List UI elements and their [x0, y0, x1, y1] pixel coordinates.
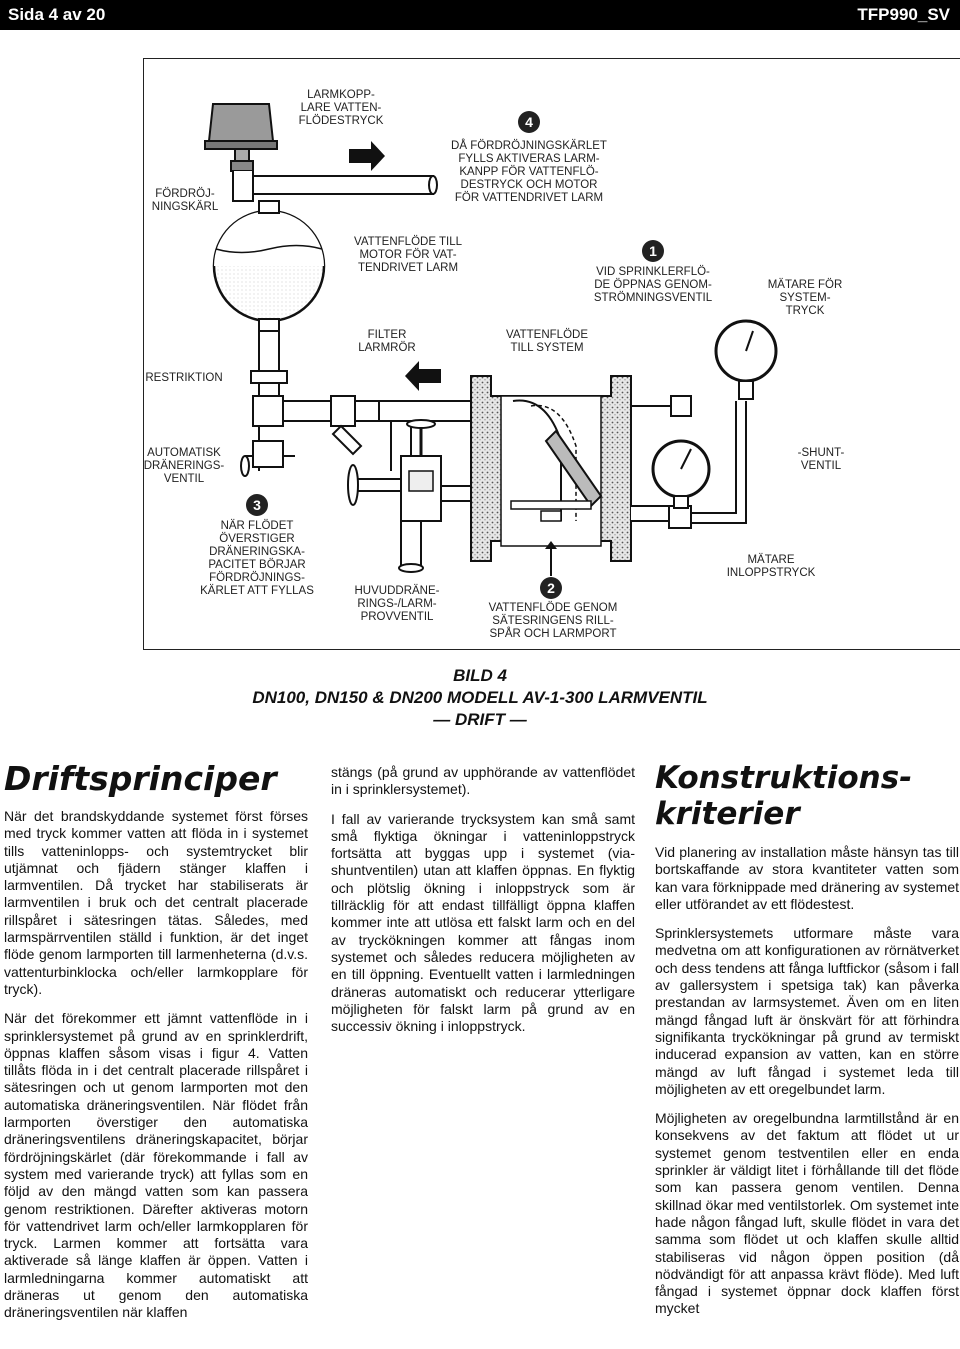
label-line: PACITET BÖRJAR	[208, 559, 306, 571]
label-line: ÖVERSTIGER	[219, 533, 295, 545]
delay-tank	[214, 201, 324, 331]
label-line: HUVUDDRÄNE-	[354, 585, 440, 597]
label-line: LARMKOPP-	[307, 89, 375, 101]
label-step2	[489, 602, 618, 640]
label-line: RINGS-/LARM-	[357, 598, 437, 610]
inlet-pressure-gauge	[653, 441, 709, 508]
alarm-valve-diagram	[144, 59, 960, 649]
alarm-valve-body	[471, 376, 631, 576]
label-line: NINGSKÄRL	[151, 201, 219, 213]
label-line: VID SPRINKLERFLÖ-	[596, 266, 710, 278]
label-shunt	[798, 447, 845, 472]
caption-subtitle: — DRIFT —	[433, 710, 527, 729]
heading-line: kriterier	[655, 796, 800, 832]
label-auto-drain	[144, 447, 224, 485]
label-line: DESTRYCK OCH MOTOR	[460, 179, 598, 191]
svg-text:1: 1	[649, 243, 657, 259]
label-line: VENTIL	[163, 473, 205, 485]
step-badge-2	[540, 577, 562, 599]
label-line: SYSTEM-	[779, 292, 831, 304]
valve-diagram-figure	[143, 58, 960, 650]
alarm-switch-body	[205, 104, 277, 171]
label-flow-system	[506, 329, 588, 354]
label-line: TENDRIVET LARM	[357, 262, 459, 274]
label-line: LARMRÖR	[358, 342, 416, 354]
label-system-gauge	[768, 279, 843, 317]
label-line: FLÖDESTRYCK	[298, 115, 384, 127]
label-line: INLOPPSTRYCK	[726, 567, 816, 579]
column-2	[331, 764, 635, 1047]
heading-line: Konstruktions-	[655, 760, 913, 796]
svg-text:2: 2	[547, 580, 555, 596]
label-line: FÖR VATTENDRIVET LARM	[454, 192, 604, 204]
label-line: VATTENFLÖDE GENOM	[488, 602, 618, 614]
svg-text:3: 3	[253, 497, 261, 513]
paragraph: Möjligheten av oregelbundna larmtillstånd är en konsekvens av det faktum att flödet ut ur systemet genom testventilen eller en enda sprinkler är väldigt litet i förhållande till det flöde som kan passera genom ventilen. Denna skillnad ökar med ventilstorlek. Om systemet inte hade någon fångad luft, skulle flödet in vara det samma som flödet ut och klaffen skulle alltid stabiliseras vid någon öppen position (då nödvändigt för att anpassa krävt flöde). Med luft fångad i systemet öppnar dock klaffen först mycket	[655, 1110, 959, 1317]
label-line: FYLLS AKTIVERAS LARM-	[458, 153, 600, 165]
label-line: RESTRIKTION	[145, 372, 223, 384]
label-line: NÄR FLÖDET	[220, 520, 294, 532]
section-heading-driftsprinciper: Driftsprinciper	[4, 759, 277, 798]
label-step3	[200, 520, 314, 597]
label-inlet-gauge	[727, 554, 816, 579]
label-main-drain	[355, 585, 440, 623]
document-id: TFP990_SV	[857, 5, 950, 24]
paragraph: När det förekommer ett jämnt vattenflöde in i sprinklersystemet på grund av en sprinklerdrift, öppnas klaffen såsom visas i figur 4. Vatten tillåts flöda in i det centralt placerade rillspåret i sätesringen och ut genom larmporten mot den automatiska dräneringsventilen. När flödet från larmporten överstiger den automatiska dräneringsventilens dräneringskapacitet, börjar fördröjningskärlet (där förekommande i fall av system med varierande tryck) att fyllas som en följd av den mängd vatten som kan passera genom restriktionen. Därefter aktiveras motorn för vattendrivet larm och/eller larmkopplaren för tryck. Larmen kommer att fortsätta vara aktiverade så länge klaffen är öppen. Vatten i larmledningarna kommer automatiskt att dräneras ut genom den automatiska dräneringsventilen när klaffen	[4, 1010, 308, 1321]
caption-figure-number: BILD 4	[453, 666, 507, 685]
label-line: MÄTARE	[747, 554, 795, 566]
flow-arrow-left	[405, 361, 441, 391]
step-badge-4	[518, 111, 540, 133]
page-number: Sida 4 av 20	[8, 5, 106, 24]
column-3	[655, 760, 959, 1330]
caption-title: DN100, DN150 & DN200 MODELL AV-1-300 LARMVENTIL	[252, 688, 708, 707]
label-line: FILTER	[367, 329, 407, 341]
paragraph: stängs (på grund av upphörande av vattenflödet in i sprinklersystemet).	[331, 764, 635, 798]
label-line: VATTENFLÖDE	[506, 329, 588, 341]
filter-strainer	[331, 396, 379, 454]
paragraph: I fall av varierande trycksystem kan små samt små flyktiga ökningar i vatteninloppstryck fortsätta att byggas upp i systemet (via-shuntventilen) utan att klaffen öppnas. En flyktig och plötslig ökning i inloppstryck som är tillräcklig för att endast tillfälligt öppna klaffen kommer inte att utlösa ett falskt larm och en del av tryckökningen kommer att fångas inom systemet och således reducera möjligheten av en till öppning. Eventuellt vatten i larmledningen dräneras automatiskt och reducerar ytterligare möjligheten för falskt larm på grund av en successiv ökning i inloppstryck.	[331, 810, 635, 1035]
label-filter	[358, 329, 416, 354]
label-alarm-switch	[299, 89, 384, 127]
label-flow-motor	[354, 236, 463, 274]
svg-text:4: 4	[525, 114, 533, 130]
paragraph: När det brandskyddande systemet först förses med tryck kommer vatten att flöda in i systemet tills vatteninlopps- och systemtrycket blir utjämnat och fjädern stänger klaffen i larmventilen. Då trycket har stabiliserats är larmventilen i bruk och det centralt placerade rillspåret i sätesringen tätas. Således, med larmspärrventilen ställd i funktion, är det inget flöde genom larmporten till larmenheterna (d.v.s. vattenturbinklocka och/eller larmkopplare för tryck).	[4, 808, 308, 997]
label-line: MOTOR FÖR VAT-	[359, 249, 457, 261]
label-line: DRÄNERINGS-	[144, 460, 225, 472]
label-line: VATTENFLÖDE TILL	[354, 236, 462, 248]
label-line: MÄTARE FÖR	[767, 279, 843, 291]
step-badge-1	[642, 240, 664, 262]
column-1	[4, 760, 308, 1334]
page-header	[0, 0, 960, 30]
label-line: DRÄNERINGSKA-	[209, 546, 305, 558]
label-line: PROVVENTIL	[360, 611, 434, 623]
paragraph: Sprinklersystemets utformare måste vara medvetna om att konfigurationen av rörnätverket och dess tendens att fånga luftfickor (såsom i fall av gallersystem i spetsiga tak) kan påverka prestandan av larmsystemet. Även om en liten mängd fångad luft är önskvärt för att förhindra signifikanta tryckökningar på grund av termiskt inducerad expansion av vatten, kan en större mängd av luft fångad i systemet leda till möjligheten av ett oregelbundet larm.	[655, 925, 959, 1097]
flow-arrow-right	[349, 141, 385, 171]
label-line: DÅ FÖRDRÖJNINGSKÄRLET	[451, 140, 607, 152]
label-delay-tank	[152, 188, 219, 213]
label-line: LARE VATTEN-	[300, 102, 382, 114]
step-badge-3	[246, 494, 268, 516]
label-restriction	[145, 372, 222, 384]
label-line: KANPP FÖR VATTENFLÖ-	[459, 166, 599, 178]
label-step1	[594, 266, 713, 304]
label-line: FÖRDRÖJNINGS-	[209, 572, 305, 584]
label-line: STRÖMNINGSVENTIL	[593, 292, 713, 304]
section-heading-konstruktionskriterier	[655, 760, 959, 832]
label-line: TRYCK	[785, 305, 825, 317]
label-line: -SHUNT-	[797, 447, 845, 459]
paragraph: Vid planering av installation måste hänsyn tas till bortskaffande av stora kvantiteter vatten som kan vara förknippade med dränering av systemet eller utförandet av ett flödestest.	[655, 844, 959, 912]
label-line: AUTOMATISK	[147, 447, 221, 459]
label-line: VENTIL	[800, 460, 842, 472]
label-line: SÄTESRINGENS RILL-	[492, 615, 614, 627]
label-line: TILL SYSTEM	[510, 342, 584, 354]
label-line: KÄRLET ATT FYLLAS	[200, 585, 314, 597]
label-line: FÖRDRÖJ-	[155, 188, 215, 200]
system-pressure-gauge	[716, 321, 776, 399]
main-drain-valve	[348, 420, 471, 572]
figure-caption	[0, 665, 960, 731]
label-line: SPÅR OCH LARMPORT	[489, 628, 617, 640]
label-step4	[451, 139, 607, 204]
label-line: DE ÖPPNAS GENOM-	[594, 279, 712, 291]
